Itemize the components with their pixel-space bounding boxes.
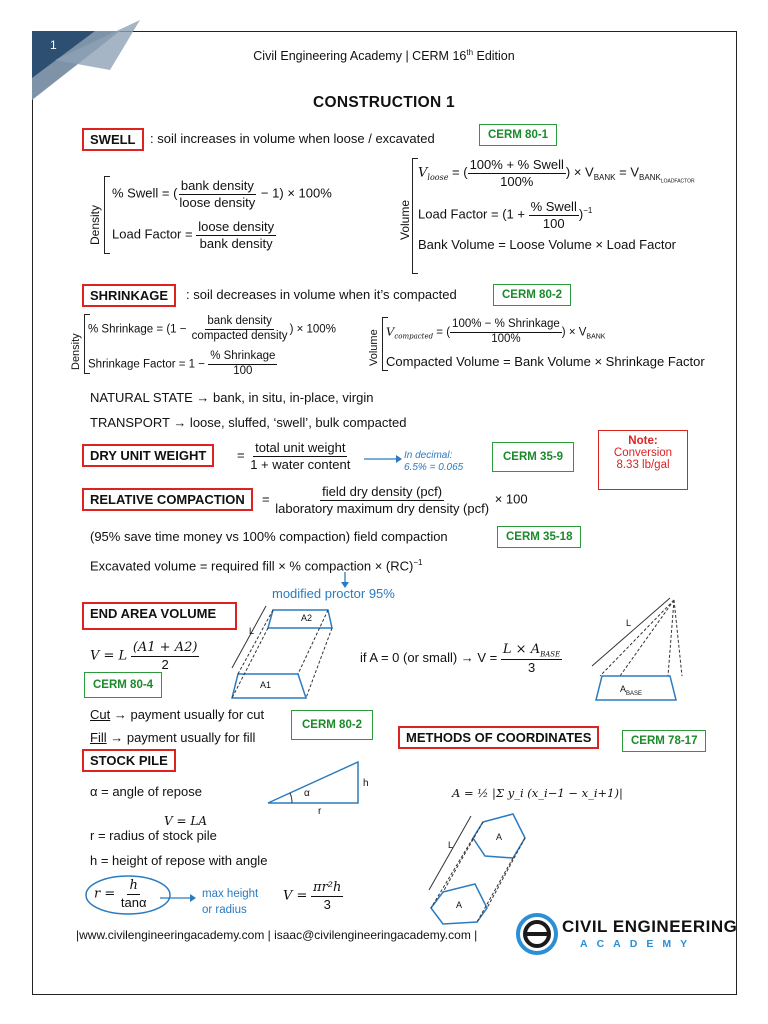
modified-proctor-note: modified proctor 95% (272, 586, 395, 601)
swell-label: SWELL (82, 128, 144, 151)
prism-a1-label: A1 (260, 680, 272, 690)
relative-compaction-label: RELATIVE COMPACTION (82, 488, 253, 511)
end-area-prism-diagram (228, 604, 348, 704)
load-factor-formula: Load Factor = $\frac{\text{loose density}}{\text{bank density}}$ (112, 219, 275, 251)
footer-contact: |www.civilengineeringacademy.com | isaac@civilengineeringacademy.com | (76, 928, 478, 942)
compaction-95-line: (95% save time money vs 100% compaction) field compaction (90, 529, 448, 544)
natural-state-line: NATURAL STATE → bank, in situ, in-place, virgin (90, 390, 374, 405)
end-area-volume-label: END AREA VOLUME (82, 602, 237, 630)
end-area-formula: V = L $\frac{(A1 + A2)}{2}$ (90, 640, 198, 672)
shrinkage-description: : soil decreases in volume when it’s compacted (186, 287, 457, 302)
shrinkage-label: SHRINKAGE (82, 284, 176, 307)
swell-density-bracket (104, 176, 110, 254)
cut-line: Cut → payment usually for cut (90, 707, 265, 722)
swell-density-tag: Density (88, 204, 102, 245)
logo-wordmark: CIVIL ENGINEERING (562, 917, 738, 936)
vcompacted-formula: $V_{compacted}$ = ( $\frac{\text{100\% − \% Shrinkage}}{100\%}$ ) × $V_{BANK}$ (386, 318, 606, 345)
dry-unit-weight-label: DRY UNIT WEIGHT (82, 444, 214, 467)
pct-shrinkage-formula: % Shrinkage = (1 − $\frac{\text{bank density}}{\text{compacted density}}$ ) × 100% (88, 315, 336, 342)
hex-a-top-label: A (496, 832, 503, 842)
swell-ref: CERM 80-1 (479, 124, 557, 146)
prism-a2-label: A2 (301, 613, 313, 623)
bank-volume-formula: Bank Volume = Loose Volume × Load Factor (418, 237, 677, 252)
end-area-ref: CERM 80-4 (84, 672, 162, 698)
dry-unit-weight-formula: = $\frac{\text{total unit weight}}{\text{1 + water content}}$ (237, 440, 351, 472)
v-la-formula: V = LA (164, 814, 207, 828)
transport-line: TRANSPORT → loose, sluffed, ‘swell’, bulk compacted (90, 415, 407, 430)
civil-engineering-logo-icon (515, 912, 559, 956)
prism-l-label: L (249, 626, 255, 636)
compacted-volume-formula: Compacted Volume = Bank Volume × Shrinkage Factor (386, 354, 705, 369)
shrinkage-ref: CERM 80-2 (493, 284, 571, 306)
swell-volume-tag: Volume (398, 199, 412, 240)
decimal-note: In decimal: 6.5% = 0.065 (404, 450, 464, 473)
pyramid-abase-label: $A_{BASE}$ (620, 684, 643, 697)
max-height-note: max height or radius (202, 888, 259, 916)
vloose-formula: $V_{loose}$ = ( $\frac{\text{100\% + \% Swell}}{100\%}$ ) × $V_{BANK} = V_{BANK_{LOADFACTOR}}$ (418, 157, 695, 189)
height-line: h = height of repose with angle (90, 853, 268, 868)
relative-compaction-ref: CERM 35-18 (497, 526, 581, 548)
hex-l-label: L (448, 840, 454, 850)
right-arrow-icon (160, 893, 196, 903)
relative-compaction-formula: = $\frac{\text{field dry density (pcf)}}{\text{laboratory maximum dry density (pcf)}}$ × 100 (262, 484, 528, 516)
load-factor-2-formula: Load Factor = (1 + $\frac{\text{\% Swell}}{100}$ )$^{-1}$ (418, 199, 593, 231)
page-number: 1 (50, 38, 57, 52)
stock-pile-label: STOCK PILE (82, 749, 176, 772)
pyramid-l-label: L (626, 618, 632, 628)
shrinkage-volume-tag: Volume (368, 329, 380, 366)
arrow-icon (364, 454, 402, 464)
logo-subtitle: ACADEMY (580, 938, 697, 950)
pyramid-formula: if A = 0 (or small) → V = $\frac{L \times A_{BASE}}{3}$ (360, 642, 561, 675)
coordinates-formula: A = ½ |Σ y_i (x_i−1 − x_i+1)| (452, 786, 623, 800)
shrinkage-density-tag: Density (70, 333, 82, 370)
radius-line: r = radius of stock pile (90, 828, 217, 843)
coordinates-ref: CERM 78-17 (622, 730, 706, 752)
pct-swell-formula: % Swell = ( $\frac{\text{bank density}}{\text{loose density}}$ − 1) × 100% (112, 178, 332, 210)
r-formula: r = $\frac{h}{\tan\alpha}$ (94, 878, 147, 910)
page-title: CONSTRUCTION 1 (313, 94, 455, 111)
hexagonal-prism-diagram (425, 808, 575, 926)
angle-of-repose-line: α = angle of repose (90, 784, 202, 799)
fill-line: Fill → payment usually for fill (90, 730, 256, 745)
methods-of-coordinates-label: METHODS OF COORDINATES (398, 726, 599, 749)
shrinkage-factor-formula: Shrinkage Factor = 1 − $\frac{\text{\% Shrinkage}}{100}$ (88, 350, 276, 377)
v-cone-formula: V = $\frac{\text{πr²h}}{3}$ (283, 880, 342, 912)
excavated-volume-formula: Excavated volume = required fill × % compaction × (RC)$^{-1}$ (90, 558, 423, 574)
document-header: Civil Engineering Academy | CERM 16th Edition (253, 48, 515, 64)
dry-unit-weight-ref: CERM 35-9 (492, 442, 574, 472)
conversion-note: Note: Conversion 8.33 lb/gal (598, 430, 688, 490)
hex-a-bottom-label: A (456, 900, 463, 910)
swell-description: : soil increases in volume when loose / excavated (150, 131, 435, 146)
triangle-alpha-label: α (304, 788, 310, 799)
triangle-r-label: r (318, 806, 322, 817)
cut-fill-ref: CERM 80-2 (291, 710, 373, 740)
triangle-h-label: h (363, 778, 369, 789)
